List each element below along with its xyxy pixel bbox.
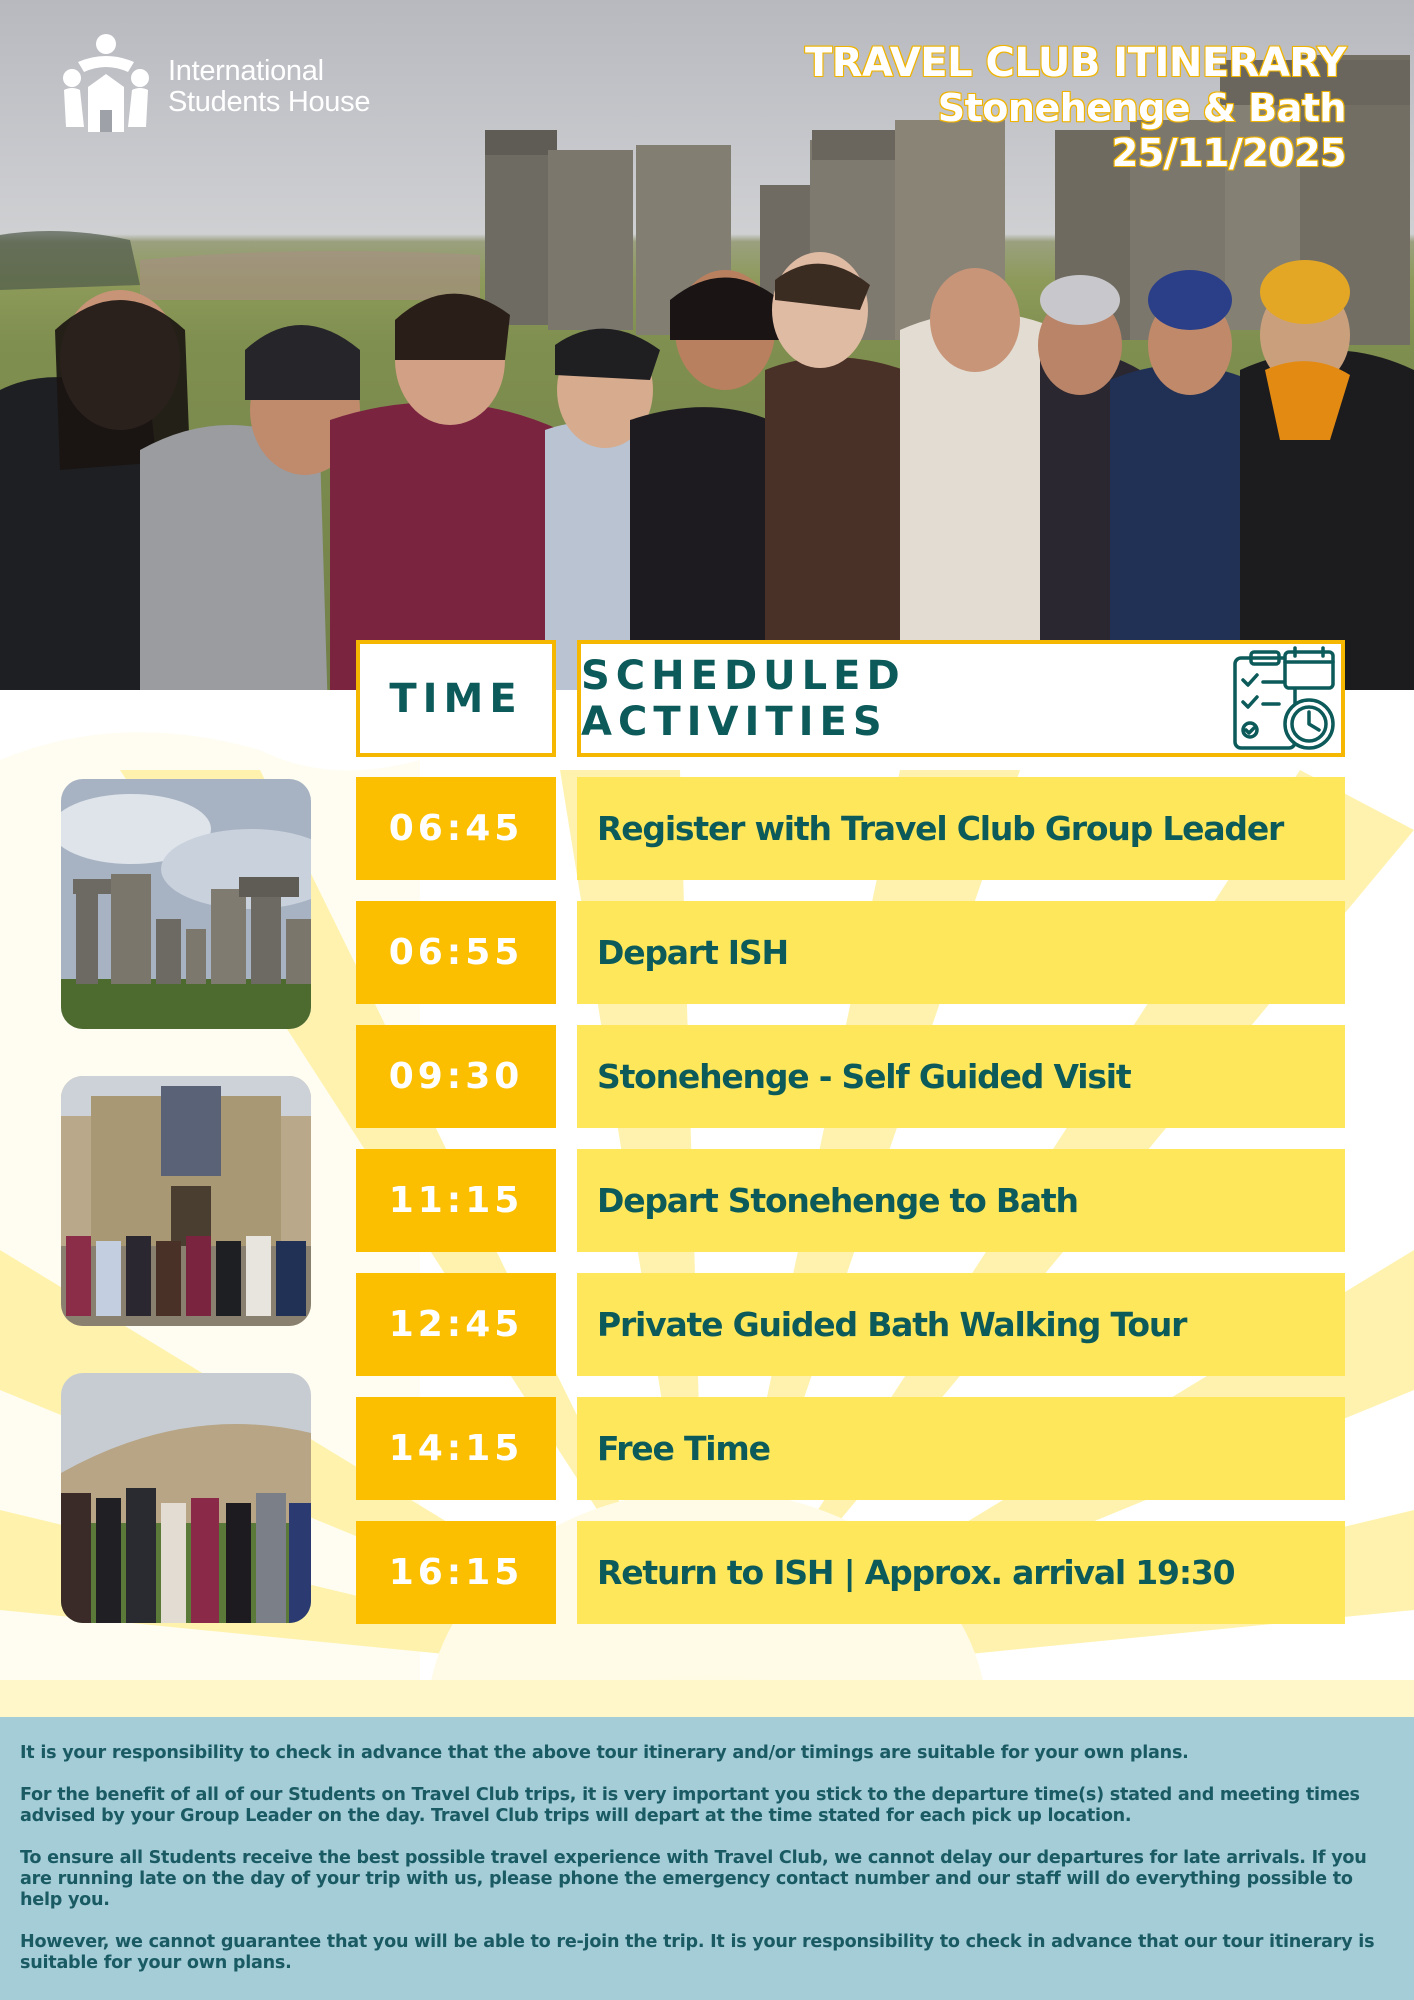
stonehenge-photo-illustration [61,779,311,1029]
footer-paragraph-1: It is your responsibility to check in advance that the above tour itinerary and/or timings are suitable for your own plans. [20,1743,1189,1763]
header-activities [577,640,1345,757]
header-time-label: TIME [389,675,523,722]
row-activity: Depart Stonehenge to Bath [577,1149,1345,1252]
schedule-row [356,777,1345,880]
footer-paragraph-2: For the benefit of all of our Students on Travel Club trips, it is very important you stick to the departure time(s) stated and meeting times advised by your Group Leader on the day. Travel Club trips will depart at the time stated for each pick up location. [20,1785,1360,1826]
header-time [356,640,556,757]
schedule-row [356,1273,1345,1376]
footer-paragraph-4: However, we cannot guarantee that you will be able to re-join the trip. It is your responsibility to check in advance that our tour itinerary is suitable for your own plans. [20,1932,1375,1973]
schedule-row [356,1521,1345,1624]
logo-line-2: Students House [168,86,371,118]
photo-royal-crescent [61,1373,311,1623]
row-activity: Free Time [577,1397,1345,1500]
row-time: 06:55 [356,901,556,1004]
row-activity: Register with Travel Club Group Leader [577,777,1345,880]
terms-footer [0,1717,1414,2000]
row-time: 12:45 [356,1273,556,1376]
ish-logo [58,32,370,142]
royal-crescent-photo-illustration [61,1373,311,1623]
row-activity: Depart ISH [577,901,1345,1004]
schedule-row [356,1397,1345,1500]
row-activity: Return to ISH | Approx. arrival 19:30 [577,1521,1345,1624]
row-time: 11:15 [356,1149,556,1252]
schedule-row [356,1149,1345,1252]
logo-line-1: International [168,55,324,87]
row-time: 16:15 [356,1521,556,1624]
row-time: 06:45 [356,777,556,880]
itinerary-title [805,40,1346,176]
footer-paragraph-3: To ensure all Students receive the best possible travel experience with Travel Club, we cannot delay our departures for late arrivals. If you are running late on the day of your trip with us, please phone the emergency contact number and our staff will do everything possible to help you. [20,1848,1367,1910]
title-main: TRAVEL CLUB ITINERARY [804,40,1346,86]
schedule-row [356,1025,1345,1128]
schedule-row [356,901,1345,1004]
header-activities-label: SCHEDULED ACTIVITIES [581,652,906,745]
title-destination: Stonehenge & Bath [937,86,1346,130]
row-activity: Stonehenge - Self Guided Visit [577,1025,1345,1128]
photo-stonehenge [61,779,311,1029]
title-date: 25/11/2025 [1111,131,1346,175]
bath-abbey-photo-illustration [61,1076,311,1326]
row-activity: Private Guided Bath Walking Tour [577,1273,1345,1376]
row-time: 09:30 [356,1025,556,1128]
ish-logo-text [168,56,370,118]
photo-bath-abbey [61,1076,311,1326]
schedule-clipboard-icon [1229,646,1337,754]
ish-logo-icon [58,32,154,142]
row-time: 14:15 [356,1397,556,1500]
